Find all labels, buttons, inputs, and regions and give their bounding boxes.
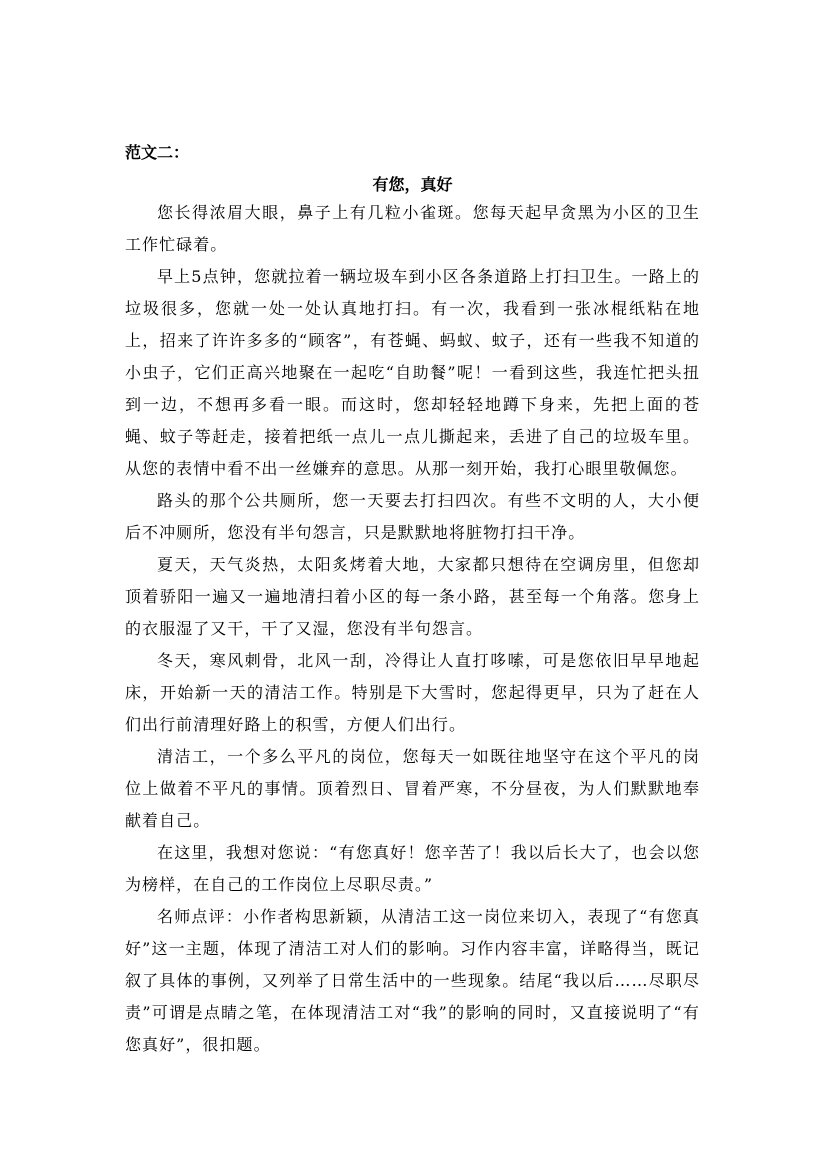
- essay-title: 有您，真好: [372, 175, 453, 194]
- paragraph-ordinary-post: 清洁工，一个多么平凡的岗位，您每天一如既往地坚守在这个平凡的岗位上做着不平凡的事情。顶着烈日、冒着严寒，不分昼夜，为人们默默地奉献着自己。: [125, 747, 700, 830]
- paragraph-teacher-comment: 名师点评：小作者构思新颖，从清洁工这一岗位来切入，表现了“有您真好”这一主题，体现了清洁工对人们的影响。习作内容丰富，详略得当，既记叙了具体的事例，又列举了日常生活中的一些现象。结尾“我以后……尽职尽责”可谓是点睛之笔，在体现清洁工对“我”的影响的同时，又直接说明了“有您真好”，很扣题。: [125, 907, 700, 1054]
- paragraph-public-toilet: 路头的那个公共厕所，您一天要去打扫四次。有些不文明的人，大小便后不冲厕所，您没有半句怨言，只是默默地将脏物打扫干净。: [125, 491, 700, 542]
- paragraph-intro: 您长得浓眉大眼，鼻子上有几粒小雀斑。您每天起早贪黑为小区的卫生工作忙碌着。: [125, 203, 700, 254]
- document-body: [125, 141, 700, 1061]
- paragraph-summer: 夏天，天气炎热，太阳炙烤着大地，大家都只想待在空调房里，但您却顶着骄阳一遍又一遍地清扫着小区的每一条小路，甚至每一个角落。您身上的衣服湿了又干，干了又湿，您没有半句怨言。: [125, 555, 700, 638]
- section-label: 范文二：: [125, 143, 190, 162]
- paragraph-morning-cleaning: 早上5点钟，您就拉着一辆垃圾车到小区各条道路上打扫卫生。一路上的垃圾很多，您就一处一处认真地打扫。有一次，我看到一张冰棍纸粘在地上，招来了许许多多的“顾客”，有苍蝇、蚂蚁、蚊子，还有一些我不知道的小虫子，它们正高兴地聚在一起吃“自助餐”呢！一看到这些，我连忙把头扭到一边，不想再多看一眼。而这时，您却轻轻地蹲下身来，先把上面的苍蝇、蚊子等赶走，接着把纸一点儿一点儿撕起来，丢进了自己的垃圾车里。从您的表情中看不出一丝嫌弃的意思。从那一刻开始，我打心眼里敬佩您。: [125, 267, 700, 478]
- paragraph-message: 在这里，我想对您说：“有您真好！您辛苦了！我以后长大了，也会以您为榜样，在自己的工作岗位上尽职尽责。”: [125, 843, 700, 894]
- paragraph-winter: 冬天，寒风刺骨，北风一刮，冷得让人直打哆嗦，可是您依旧早早地起床，开始新一天的清洁工作。特别是下大雪时，您起得更早，只为了赶在人们出行前清理好路上的积雪，方便人们出行。: [125, 651, 700, 734]
